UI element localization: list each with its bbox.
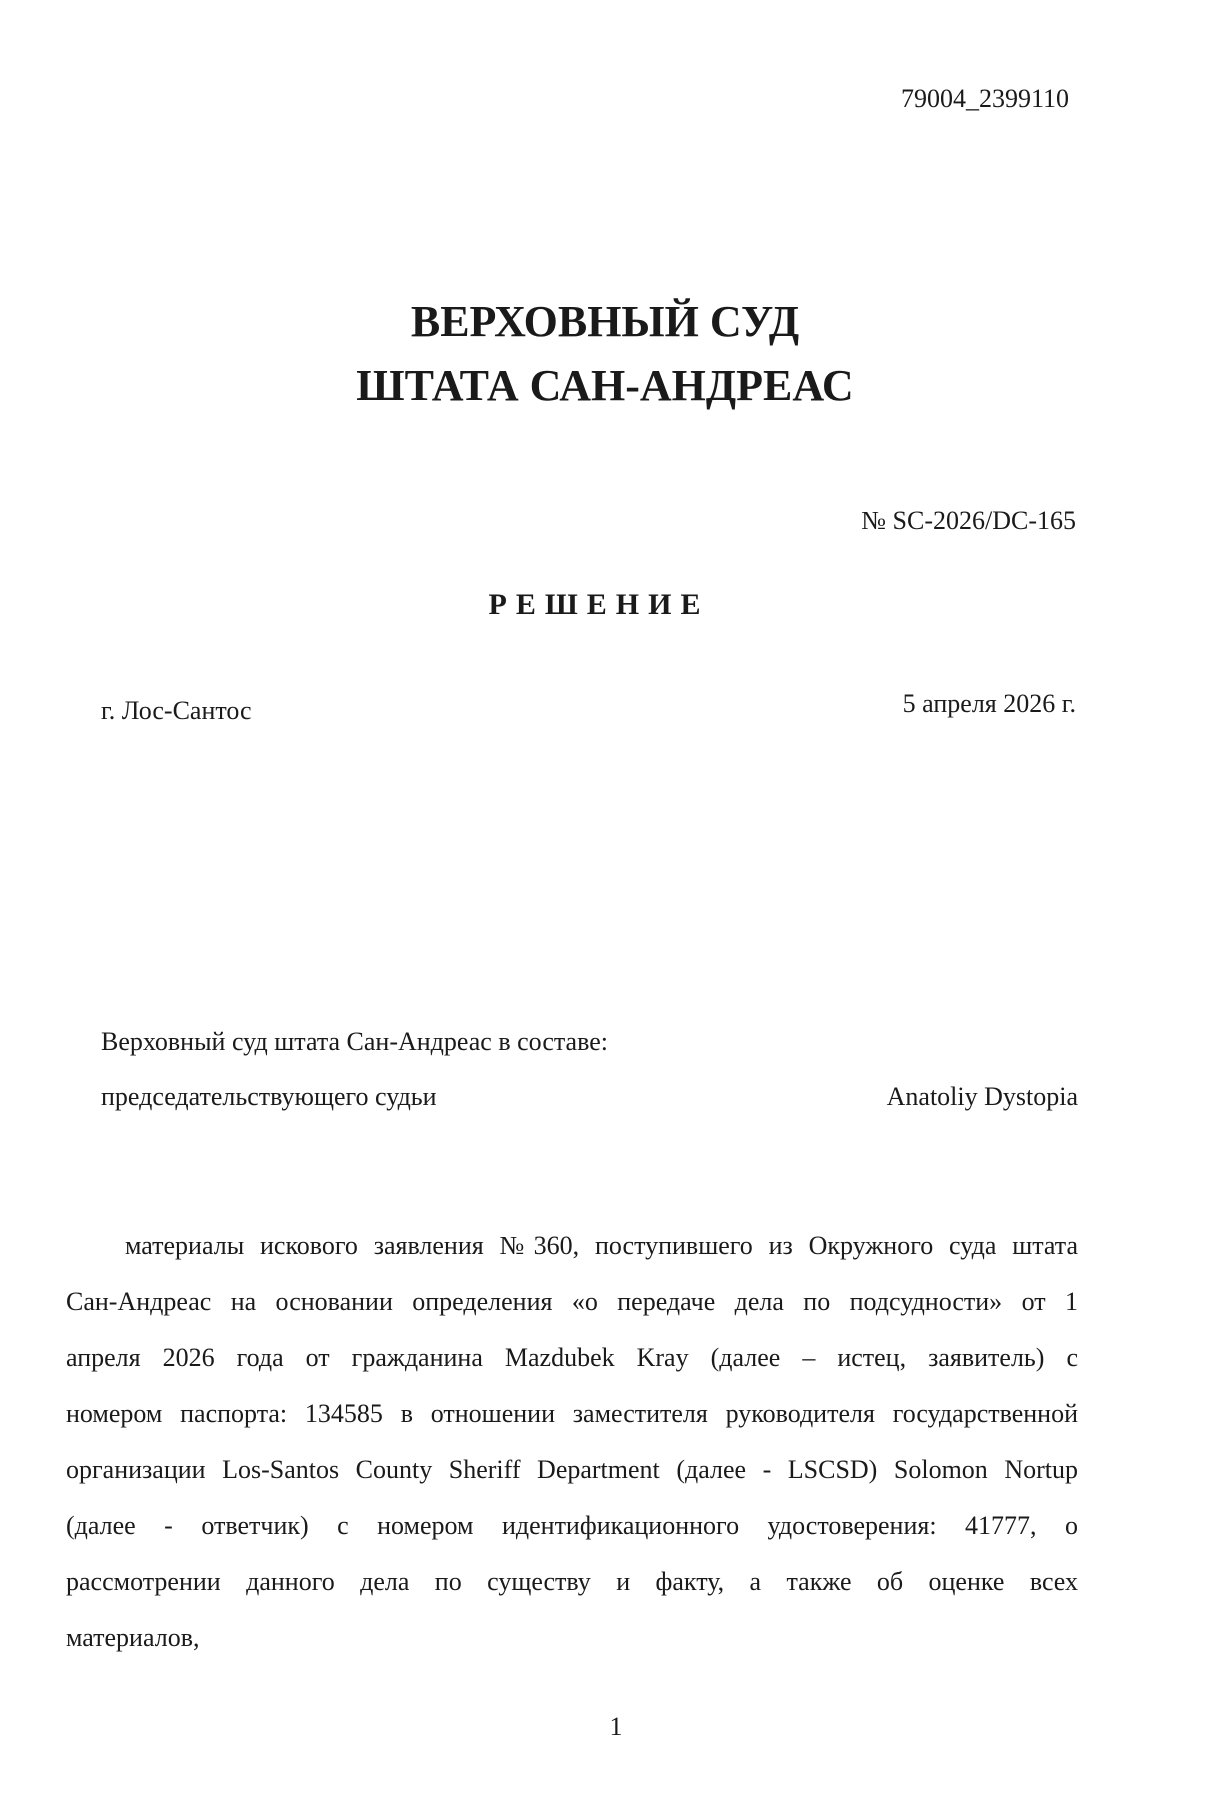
paragraph-line: апреля 2026 года от гражданина Mazdubek Kray (далее – истец, заявитель) с (66, 1343, 1078, 1372)
case-number: № SC-2026/DC-165 (861, 506, 1076, 535)
document-id: 79004_2399110 (900, 84, 1069, 113)
paragraph-line: (далее - ответчик) с номером идентификационного удостоверения: 41777, о (66, 1511, 1078, 1540)
paragraph-line: номером паспорта: 134585 в отношении заместителя руководителя государственной (66, 1399, 1078, 1428)
paragraph-line: Сан-Андреас на основании определения «о передаче дела по подсудности» от 1 (66, 1287, 1078, 1316)
paragraph-line: рассмотрении данного дела по существу и факту, а также об оценке всех (66, 1567, 1078, 1596)
paragraph-line: организации Los-Santos County Sheriff Department (далее - LSCSD) Solomon Nortup (66, 1455, 1078, 1484)
document-type-heading: РЕШЕНИЕ (488, 588, 710, 621)
presiding-judge-name: Anatoliy Dystopia (886, 1082, 1078, 1111)
case-materials-paragraph (66, 1230, 1078, 1678)
paragraph-line: материалов, (66, 1623, 200, 1652)
decision-date: 5 апреля 2026 г. (902, 689, 1076, 718)
page-number: 1 (609, 1712, 623, 1741)
court-title-line2: ШТАТА САН-АНДРЕАС (356, 361, 854, 410)
court-composition: Верховный суд штата Сан-Андреас в составе: (101, 1027, 608, 1056)
court-title-line1: ВЕРХОВНЫЙ СУД (410, 297, 800, 346)
presiding-judge-label: председательствующего судьи (101, 1082, 437, 1111)
paragraph-line: материалы искового заявления №360, поступившего из Окружного суда штата (125, 1231, 1078, 1260)
city: г. Лос-Сантос (101, 696, 252, 725)
